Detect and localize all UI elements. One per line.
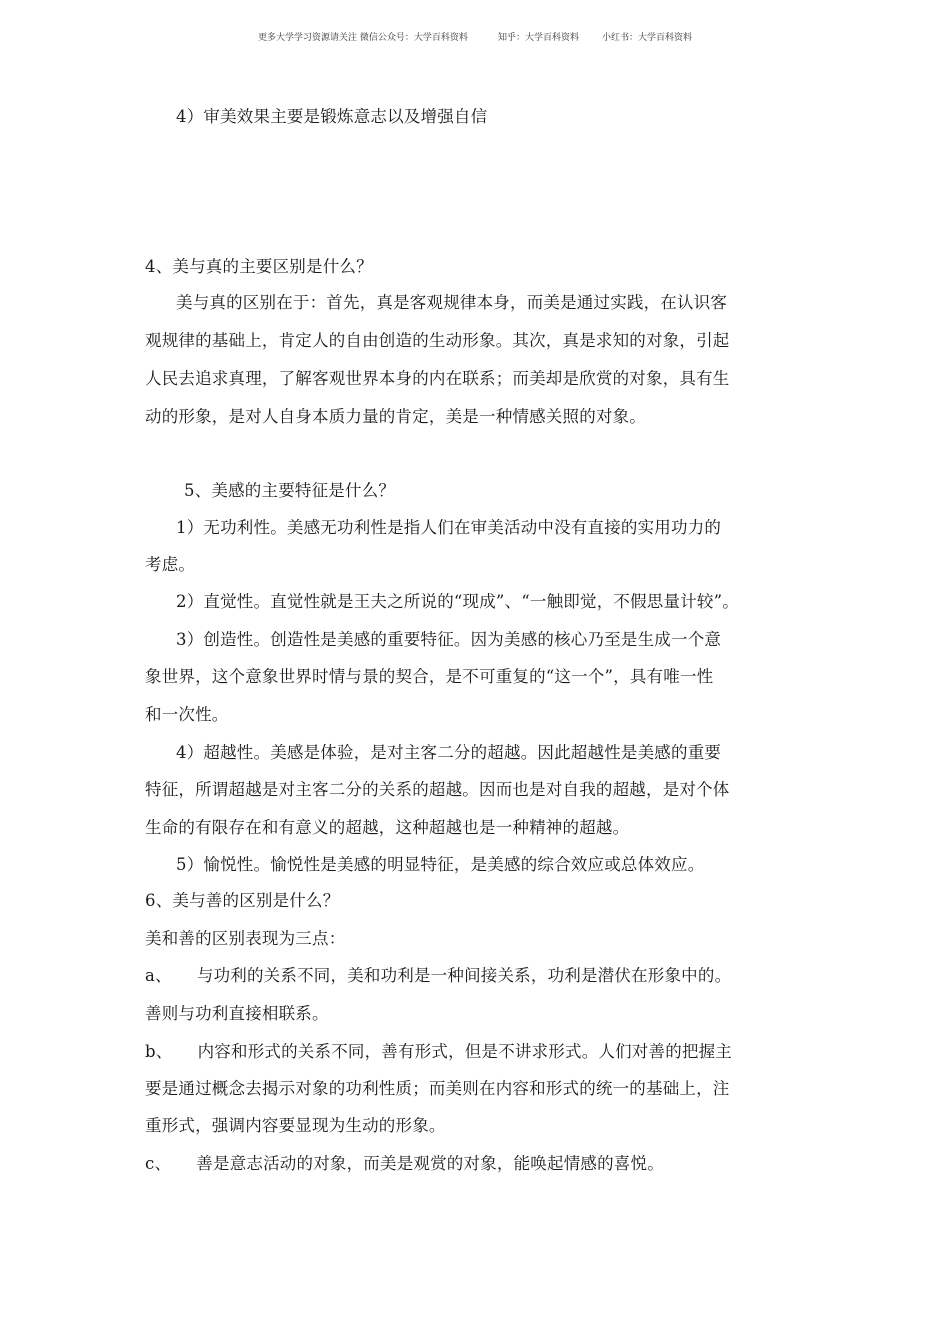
text-line: 特征，所谓超越是对主客二分的关系的超越。因而也是对自我的超越，是对个体: [145, 780, 730, 799]
text-line: 观规律的基础上，肯定人的自由创造的生动形象。其次，真是求知的对象，引起: [145, 331, 730, 350]
text-line: 5）愉悦性。愉悦性是美感的明显特征，是美感的综合效应或总体效应。: [176, 855, 705, 874]
text-line: b、 内容和形式的关系不同，善有形式，但是不讲求形式。人们对善的把握主: [145, 1042, 733, 1061]
text-line: 动的形象，是对人自身本质力量的肯定，美是一种情感关照的对象。: [145, 407, 646, 426]
text-line: 人民去追求真理，了解客观世界本身的内在联系；而美却是欣赏的对象，具有生: [145, 369, 730, 388]
text-line: 重形式，强调内容要显现为生动的形象。: [145, 1116, 446, 1135]
header-xiaohongshu: 小红书：大学百科资料: [602, 33, 693, 43]
question-heading: 5、美感的主要特征是什么？: [184, 481, 396, 500]
text-line: 要是通过概念去揭示对象的功利性质；而美则在内容和形式的统一的基础上，注: [145, 1079, 730, 1098]
question-heading: 6、美与善的区别是什么？: [145, 891, 340, 910]
text-line: 考虑。: [145, 555, 196, 574]
question-heading: 4、美与真的主要区别是什么？: [145, 257, 373, 276]
text-line: a、 与功利的关系不同，美和功利是一种间接关系，功利是潜伏在形象中的。: [145, 966, 732, 985]
text-line: c、 善是意志活动的对象，而美是观赏的对象，能唤起情感的喜悦。: [145, 1154, 664, 1173]
text-line: 美和善的区别表现为三点：: [145, 929, 346, 948]
text-line: 4）超越性。美感是体验，是对主客二分的超越。因此超越性是美感的重要: [176, 743, 722, 762]
text-line: 2）直觉性。直觉性就是王夫之所说的“现成”、“一触即觉，不假思量计较”。: [176, 592, 739, 611]
text-line: 1）无功利性。美感无功利性是指人们在审美活动中没有直接的实用功力的: [176, 518, 722, 537]
header-wechat: 更多大学学习资源请关注 微信公众号：大学百科资料: [258, 33, 468, 43]
text-line: 和一次性。: [145, 705, 229, 724]
text-line: 美与真的区别在于：首先，真是客观规律本身，而美是通过实践，在认识客: [176, 293, 728, 312]
text-line: 善则与功利直接相联系。: [145, 1004, 329, 1023]
text-line: 3）创造性。创造性是美感的重要特征。因为美感的核心乃至是生成一个意: [176, 630, 722, 649]
text-line: 4）审美效果主要是锻炼意志以及增强自信: [176, 107, 488, 126]
text-line: 象世界，这个意象世界时情与景的契合，是不可重复的“这一个”，具有唯一性: [145, 667, 714, 686]
text-line: 生命的有限存在和有意义的超越，这种超越也是一种精神的超越。: [145, 818, 630, 837]
page-header: [0, 30, 950, 70]
header-zhihu: 知乎：大学百科资料: [498, 33, 580, 43]
